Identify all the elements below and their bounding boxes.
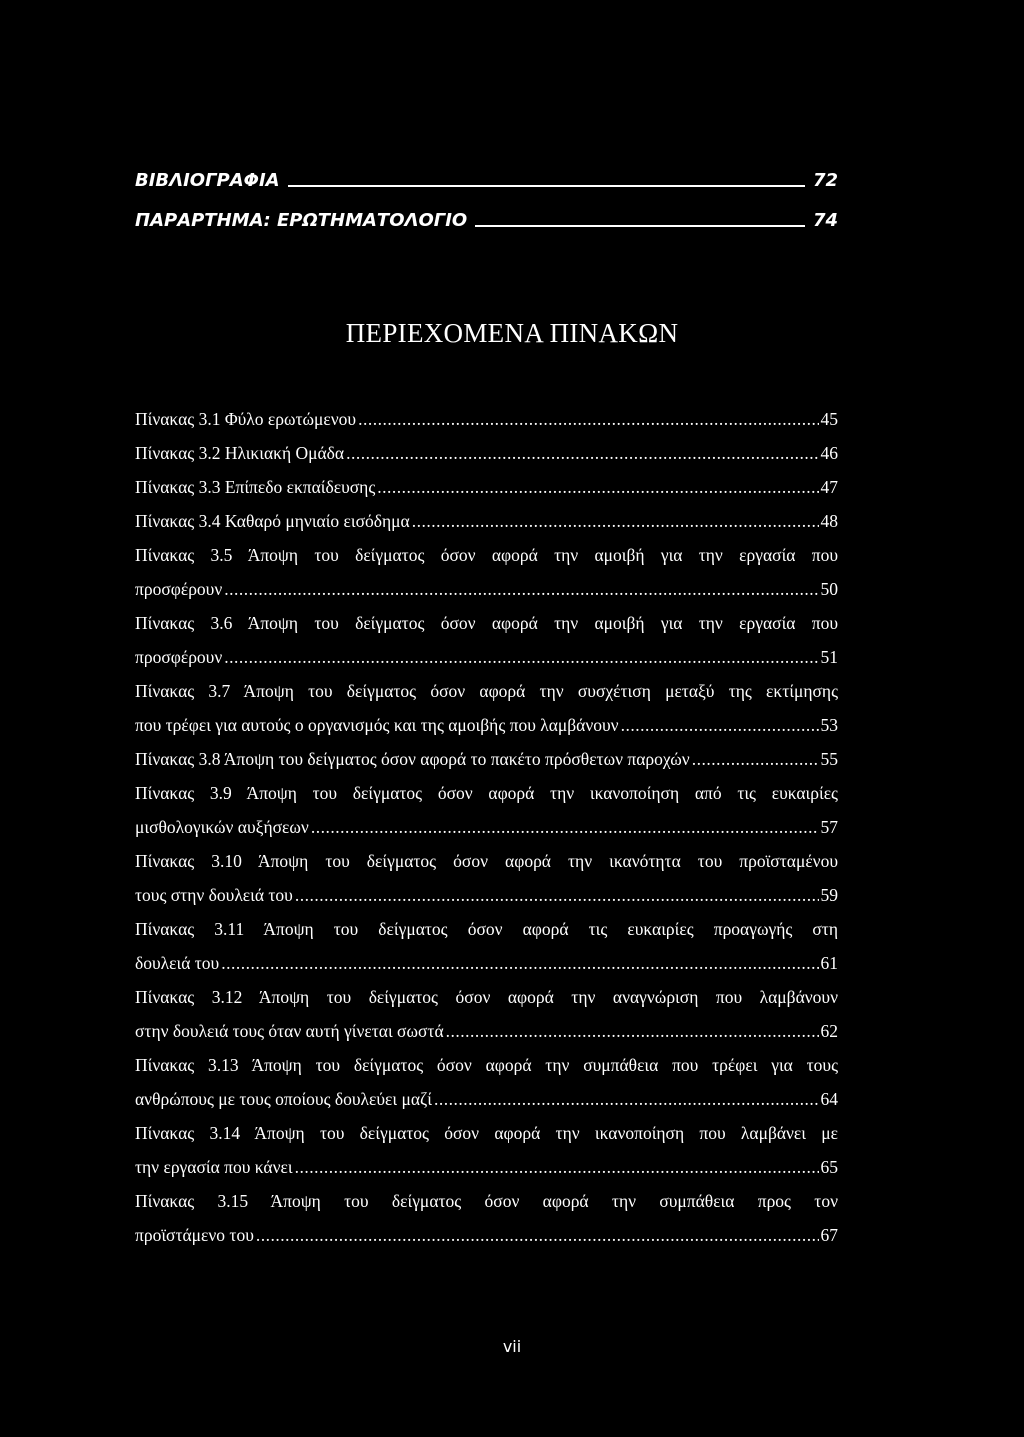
entry-title-text: Πίνακας 3.3 Επίπεδο εκπαίδευσης xyxy=(135,477,376,497)
entry-page-number: 61 xyxy=(820,953,838,973)
dot-leader xyxy=(256,1218,819,1252)
dot-leader xyxy=(221,946,818,980)
entry-last-line xyxy=(135,708,838,742)
entry-title-text: Πίνακας 3.4 Καθαρό μηνιαίο εισόδημα xyxy=(135,511,410,531)
dot-leader xyxy=(224,572,818,606)
toc-entry-label: ΠΑΡΑΡΤΗΜΑ: ΕΡΩΤΗΜΑΤΟΛΟΓΙΟ xyxy=(135,210,468,231)
toc-leader-line xyxy=(288,185,805,187)
list-item xyxy=(135,1048,838,1116)
dot-leader xyxy=(434,1082,819,1116)
page-number: vii xyxy=(502,1337,522,1356)
list-item xyxy=(135,912,838,980)
entry-last-line xyxy=(135,946,838,980)
entry-title-text: Πίνακας 3.8 Άποψη του δείγματος όσον αφορά το πακέτο πρόσθετων παροχών xyxy=(135,749,690,769)
entry-title-text: τους στην δουλειά του xyxy=(135,885,293,905)
entry-page-number: 47 xyxy=(820,477,838,497)
entry-last-line xyxy=(135,810,838,844)
list-item xyxy=(135,606,838,674)
list-item xyxy=(135,470,838,504)
entry-title-text: που τρέφει για αυτούς ο οργανισμός και της αμοιβής που λαμβάνουν xyxy=(135,715,619,735)
entry-last-line xyxy=(135,402,838,436)
entry-page-number: 45 xyxy=(820,409,838,429)
entry-title-text: προσφέρουν xyxy=(135,579,223,599)
dot-leader xyxy=(346,436,818,470)
entry-title-line: Πίνακας 3.9 Άποψη του δείγματος όσον αφορά την ικανοποίηση από τις ευκαιρίες xyxy=(135,783,838,803)
entry-title-text: Πίνακας 3.1 Φύλο ερωτώμενου xyxy=(135,409,357,429)
entry-title-line: Πίνακας 3.14 Άποψη του δείγματος όσον αφορά την ικανοποίηση που λαμβάνει με xyxy=(135,1123,838,1143)
list-item xyxy=(135,742,838,776)
entry-title-line: Πίνακας 3.12 Άποψη του δείγματος όσον αφορά την αναγνώριση που λαμβάνουν xyxy=(135,987,838,1007)
dot-leader xyxy=(311,810,819,844)
entry-last-line xyxy=(135,1218,838,1252)
list-item xyxy=(135,674,838,742)
entry-title-line: Πίνακας 3.11 Άποψη του δείγματος όσον αφορά τις ευκαιρίες προαγωγής στη xyxy=(135,919,838,939)
list-item xyxy=(135,436,838,470)
toc-entry-page: 74 xyxy=(812,210,838,231)
dot-leader xyxy=(412,504,819,538)
dot-leader xyxy=(295,1150,819,1184)
toc-entry-page: 72 xyxy=(812,170,838,191)
entry-title-text: προσφέρουν xyxy=(135,647,223,667)
entry-page-number: 46 xyxy=(820,443,838,463)
entry-title-line: Πίνακας 3.13 Άποψη του δείγματος όσον αφορά την συμπάθεια που τρέφει για τους xyxy=(135,1055,838,1075)
entry-title-text: ανθρώπους με τους οποίους δουλεύει μαζί xyxy=(135,1089,432,1109)
entry-last-line xyxy=(135,640,838,674)
dot-leader xyxy=(621,708,819,742)
entry-last-line xyxy=(135,1082,838,1116)
entry-last-line xyxy=(135,504,838,538)
list-item xyxy=(135,980,838,1048)
entry-title-text: δουλειά του xyxy=(135,953,220,973)
entry-page-number: 53 xyxy=(820,715,838,735)
entry-page-number: 65 xyxy=(820,1157,838,1177)
entry-last-line xyxy=(135,742,838,776)
entry-page-number: 62 xyxy=(820,1021,838,1041)
entry-title-line: Πίνακας 3.6 Άποψη του δείγματος όσον αφορά την αμοιβή για την εργασία που xyxy=(135,613,838,633)
entry-title-text: στην δουλειά τους όταν αυτή γίνεται σωστά xyxy=(135,1021,444,1041)
dot-leader xyxy=(377,470,818,504)
entry-title-line: Πίνακας 3.10 Άποψη του δείγματος όσον αφορά την ικανότητα του προϊσταμένου xyxy=(135,851,838,871)
list-item xyxy=(135,504,838,538)
list-item xyxy=(135,1116,838,1184)
entry-page-number: 64 xyxy=(820,1089,838,1109)
entry-last-line xyxy=(135,1014,838,1048)
entry-last-line xyxy=(135,878,838,912)
list-item xyxy=(135,844,838,912)
entry-title-text: μισθολογικών αυξήσεων xyxy=(135,817,309,837)
toc-entry-appendix xyxy=(135,210,838,231)
entry-page-number: 59 xyxy=(820,885,838,905)
entry-last-line xyxy=(135,1150,838,1184)
entry-page-number: 51 xyxy=(820,647,838,667)
list-item xyxy=(135,1184,838,1252)
dot-leader xyxy=(224,640,818,674)
dot-leader xyxy=(446,1014,819,1048)
dot-leader xyxy=(358,402,818,436)
dot-leader xyxy=(692,742,819,776)
entry-title-line: Πίνακας 3.5 Άποψη του δείγματος όσον αφορά την αμοιβή για την εργασία που xyxy=(135,545,838,565)
toc-leader-line xyxy=(475,225,805,227)
list-item xyxy=(135,538,838,606)
entry-last-line xyxy=(135,436,838,470)
dot-leader xyxy=(295,878,819,912)
entry-page-number: 50 xyxy=(820,579,838,599)
entry-page-number: 67 xyxy=(820,1225,838,1245)
list-item xyxy=(135,776,838,844)
section-heading: ΠΕΡΙΕΧΟΜΕΝΑ ΠΙΝΑΚΩΝ xyxy=(345,318,679,348)
entry-title-text: την εργασία που κάνει xyxy=(135,1157,293,1177)
entry-title-line: Πίνακας 3.7 Άποψη του δείγματος όσον αφορά την συσχέτιση μεταξύ της εκτίμησης xyxy=(135,681,838,701)
entry-title-text: προϊστάμενο του xyxy=(135,1225,254,1245)
toc-entry-label: ΒΙΒΛΙΟΓΡΑΦΙΑ xyxy=(135,170,280,191)
entry-page-number: 55 xyxy=(820,749,838,769)
table-list xyxy=(135,402,838,1252)
entry-title-line: Πίνακας 3.15 Άποψη του δείγματος όσον αφορά την συμπάθεια προς τον xyxy=(135,1191,838,1211)
entry-page-number: 48 xyxy=(820,511,838,531)
entry-page-number: 57 xyxy=(820,817,838,837)
entry-last-line xyxy=(135,470,838,504)
list-item xyxy=(135,402,838,436)
entry-title-text: Πίνακας 3.2 Ηλικιακή Ομάδα xyxy=(135,443,345,463)
entry-last-line xyxy=(135,572,838,606)
toc-entry-bibliography xyxy=(135,170,838,191)
